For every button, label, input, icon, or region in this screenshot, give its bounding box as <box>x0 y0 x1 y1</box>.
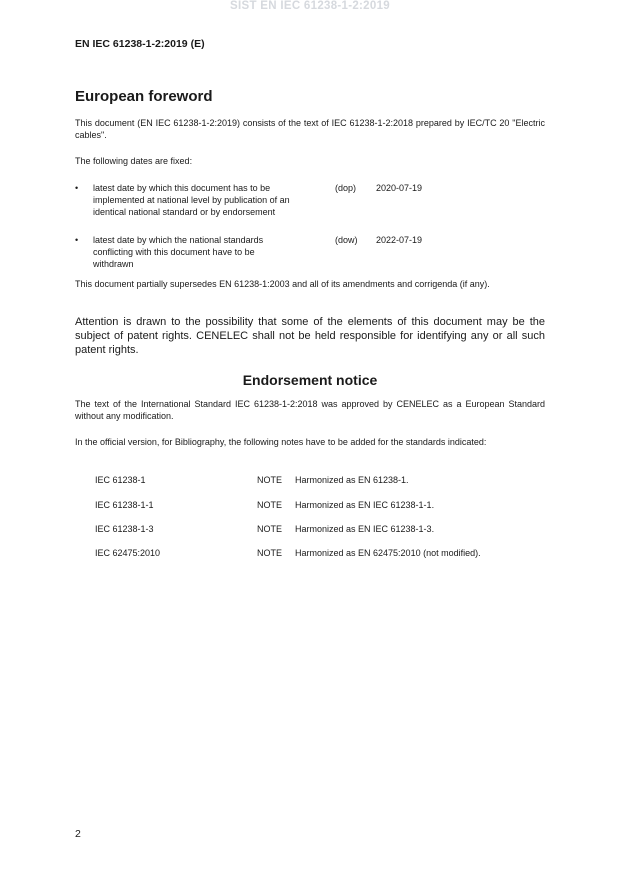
date-value: 2020-07-19 <box>376 183 423 193</box>
date-value: 2022-07-19 <box>376 235 423 245</box>
patent-rights-paragraph: Attention is drawn to the possibility that some of the elements of this document may be the subject of patent rights. CENELEC shall not be held responsible for identifying any or all such patent rights. <box>75 316 545 356</box>
date-description <box>93 182 328 218</box>
standard-reference: IEC 61238-1 <box>95 475 146 485</box>
foreword-paragraph-2: The following dates are fixed: <box>75 156 193 166</box>
note-text: Harmonized as EN IEC 61238-1-3. <box>295 524 435 534</box>
date-description-line: identical national standard or by endorsement <box>93 207 276 217</box>
standard-reference: IEC 62475:2010 <box>95 548 161 558</box>
note-label: NOTE <box>257 475 283 485</box>
note-text: Harmonized as EN 61238-1. <box>295 475 409 485</box>
endorsement-notice-heading: Endorsement notice <box>242 372 378 388</box>
standard-reference: IEC 61238-1-3 <box>95 524 154 534</box>
date-description <box>93 234 328 270</box>
note-label: NOTE <box>257 500 283 510</box>
date-description-line: implemented at national level by publication of an <box>93 195 290 205</box>
date-description-line: latest date by which the national standards <box>93 235 264 245</box>
date-description-line: withdrawn <box>93 259 134 269</box>
document-header-id: EN IEC 61238-1-2:2019 (E) <box>75 38 205 50</box>
note-text: Harmonized as EN 62475:2010 (not modified). <box>295 548 481 558</box>
foreword-paragraph-1: This document (EN IEC 61238-1-2:2019) consists of the text of IEC 61238-1-2:2018 prepared by IEC/TC 20 "Electric cables". <box>75 118 545 140</box>
note-label: NOTE <box>257 524 283 534</box>
bullet-marker: • <box>75 235 79 245</box>
date-description-line: conflicting with this document have to be <box>93 247 255 257</box>
date-abbreviation: (dop) <box>335 183 357 193</box>
foreword-paragraph-3: This document partially supersedes EN 61238-1:2003 and all of its amendments and corrigenda (if any). <box>75 279 490 289</box>
bullet-marker: • <box>75 183 79 193</box>
date-description-line: latest date by which this document has to be <box>93 183 271 193</box>
watermark: SIST EN IEC 61238-1-2:2019 <box>230 0 390 12</box>
endorsement-paragraph-1: The text of the International Standard IEC 61238-1-2:2018 was approved by CENELEC as a European Standard without any modification. <box>75 399 545 421</box>
note-text: Harmonized as EN IEC 61238-1-1. <box>295 500 435 510</box>
european-foreword-heading: European foreword <box>75 88 213 105</box>
endorsement-paragraph-2: In the official version, for Bibliography, the following notes have to be added for the standards indicated: <box>75 437 487 447</box>
page-number: 2 <box>75 828 81 840</box>
date-abbreviation: (dow) <box>335 235 358 245</box>
note-label: NOTE <box>257 548 283 558</box>
standard-reference: IEC 61238-1-1 <box>95 500 154 510</box>
